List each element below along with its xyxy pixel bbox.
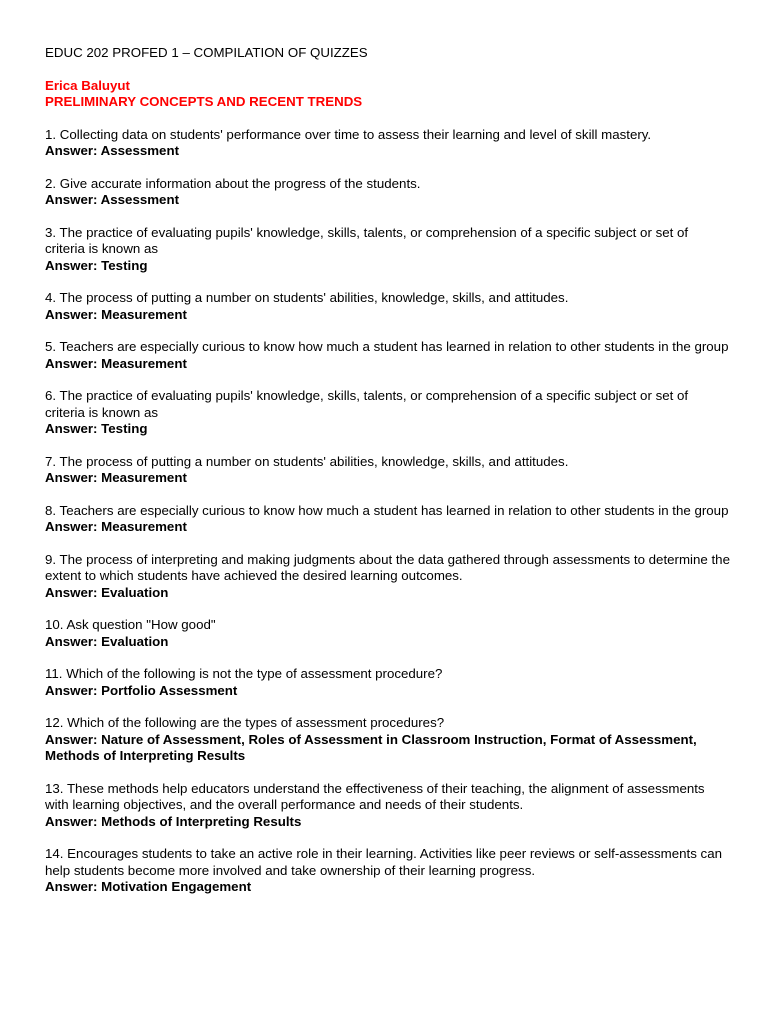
question-item <box>45 454 730 487</box>
question-item <box>45 503 730 536</box>
question-item <box>45 666 730 699</box>
answer-text: Answer: Portfolio Assessment <box>45 682 238 698</box>
answer-text: Answer: Evaluation <box>45 633 169 649</box>
answer-text: Answer: Nature of Assessment, Roles of Assessment in Classroom Instruction, Format of Assessment, Methods of Interpreting Results <box>45 731 697 763</box>
answer-text: Answer: Methods of Interpreting Results <box>45 813 302 829</box>
document-page <box>45 45 730 912</box>
answer-text: Answer: Measurement <box>45 355 187 371</box>
question-text: 9. The process of interpreting and making judgments about the data gathered through assessments to determine the extent to which students have achieved the desired learning outcomes. <box>45 551 730 583</box>
question-item <box>45 225 730 275</box>
question-item <box>45 715 730 765</box>
question-text: 13. These methods help educators understand the effectiveness of their teaching, the alignment of assessments with learning objectives, and the overall performance and needs of their students. <box>45 780 705 812</box>
question-text: 10. Ask question "How good" <box>45 617 216 632</box>
answer-text: Answer: Motivation Engagement <box>45 879 252 894</box>
question-text: 12. Which of the following are the types of assessment procedures? <box>45 715 445 730</box>
question-text: 1. Collecting data on students' performance over time to assess their learning and level of skill mastery. <box>45 126 652 142</box>
question-text: 4. The process of putting a number on students' abilities, knowledge, skills, and attitudes. <box>45 290 569 305</box>
question-item <box>45 127 730 160</box>
question-text: 7. The process of putting a number on students' abilities, knowledge, skills, and attitudes. <box>45 453 569 469</box>
question-item <box>45 290 730 323</box>
question-text: 2. Give accurate information about the progress of the students. <box>45 175 421 191</box>
answer-text: Answer: Testing <box>45 257 148 273</box>
question-item <box>45 339 730 372</box>
question-item <box>45 552 730 602</box>
question-item <box>45 388 730 438</box>
document-title: EDUC 202 PROFED 1 – COMPILATION OF QUIZZES <box>45 45 368 60</box>
answer-text: Answer: Assessment <box>45 192 180 207</box>
author-name: Erica Baluyut <box>45 77 130 93</box>
answer-text: Answer: Assessment <box>45 143 180 158</box>
question-item <box>45 781 730 831</box>
question-text: 3. The practice of evaluating pupils' knowledge, skills, talents, or comprehension of a specific subject or set of criteria is known as <box>45 224 689 256</box>
answer-text: Answer: Measurement <box>45 306 187 322</box>
answer-text: Answer: Evaluation <box>45 584 169 600</box>
question-item <box>45 176 730 209</box>
question-item <box>45 846 730 896</box>
question-text: 11. Which of the following is not the type of assessment procedure? <box>45 666 443 681</box>
question-text: 6. The practice of evaluating pupils' knowledge, skills, talents, or comprehension of a specific subject or set of criteria is known as <box>45 388 689 420</box>
answer-text: Answer: Testing <box>45 421 148 436</box>
answer-text: Answer: Measurement <box>45 470 187 485</box>
answer-text: Answer: Measurement <box>45 519 187 534</box>
section-title: PRELIMINARY CONCEPTS AND RECENT TRENDS <box>45 94 363 109</box>
question-text: 8. Teachers are especially curious to know how much a student has learned in relation to other students in the group <box>45 502 729 518</box>
question-item <box>45 617 730 650</box>
question-text: 5. Teachers are especially curious to know how much a student has learned in relation to other students in the group <box>45 339 729 354</box>
question-text: 14. Encourages students to take an active role in their learning. Activities like peer reviews or self-assessments can help students become more involved and take ownership of their learning progress. <box>45 846 722 878</box>
